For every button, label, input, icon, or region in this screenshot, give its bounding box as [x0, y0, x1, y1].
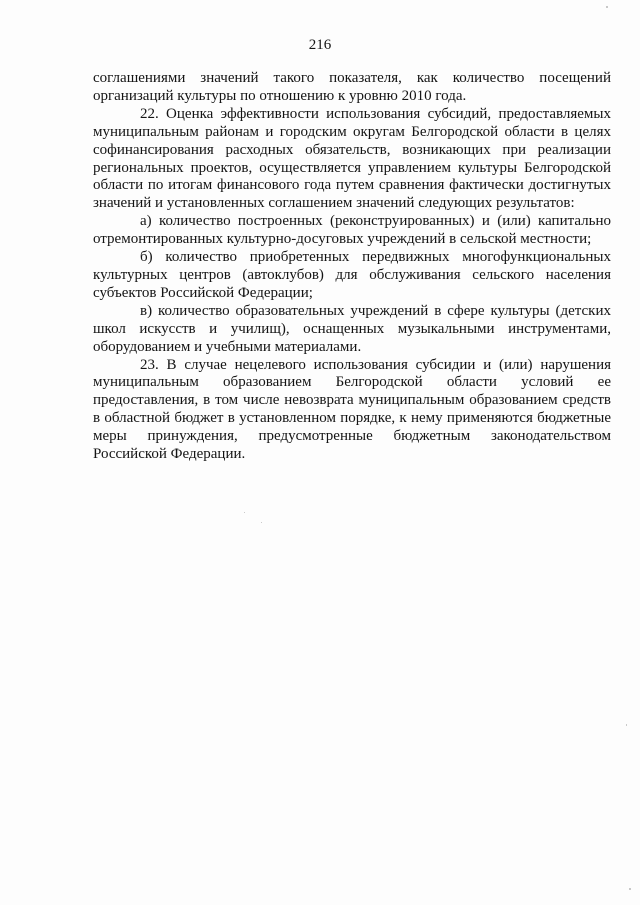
body-text	[93, 70, 611, 464]
paragraph-23: 23. В случае нецелевого использования субсидии и (или) нарушения муниципальным образованием Белгородской области условий ее предоставления, в том числе невозврата муниципальным образованием средств в областной бюджет в установленном порядке, к нему применяются бюджетные меры принуждения, предусмотренные бюджетным законодательством Российской Федерации.	[93, 356, 611, 463]
paragraph-item-a: а) количество построенных (реконструированных) и (или) капитально отремонтированных культурно-досуговых учреждений в сельской местности;	[93, 213, 611, 248]
scan-speck	[244, 512, 245, 513]
scan-speck	[606, 6, 608, 8]
paragraph-22: 22. Оценка эффективности использования субсидий, предоставляемых муниципальным районам и городским округам Белгородской области в целях софинансирования расходных обязательств, возникающих при реализации региональных проектов, осуществляется управлением культуры Белгородской области по итогам финансового года путем сравнения фактически достигнутых значений и установленных соглашением значений следующих результатов:	[93, 105, 611, 212]
scan-speck	[629, 888, 631, 890]
paragraph-item-v: в) количество образовательных учреждений в сфере культуры (детских школ искусств и училищ), оснащенных музыкальными инструментами, оборудованием и учебными материалами.	[93, 302, 611, 355]
page-number: 216	[308, 37, 332, 53]
paragraph-continuation: соглашениями значений такого показателя, как количество посещений организаций культуры по отношению к уровню 2010 года.	[93, 70, 611, 104]
scan-speck	[261, 522, 262, 523]
paragraph-item-b: б) количество приобретенных передвижных многофункциональных культурных центров (автоклубов) для обслуживания сельского населения субъектов Российской Федерации;	[93, 249, 611, 301]
scan-speck	[626, 724, 627, 726]
